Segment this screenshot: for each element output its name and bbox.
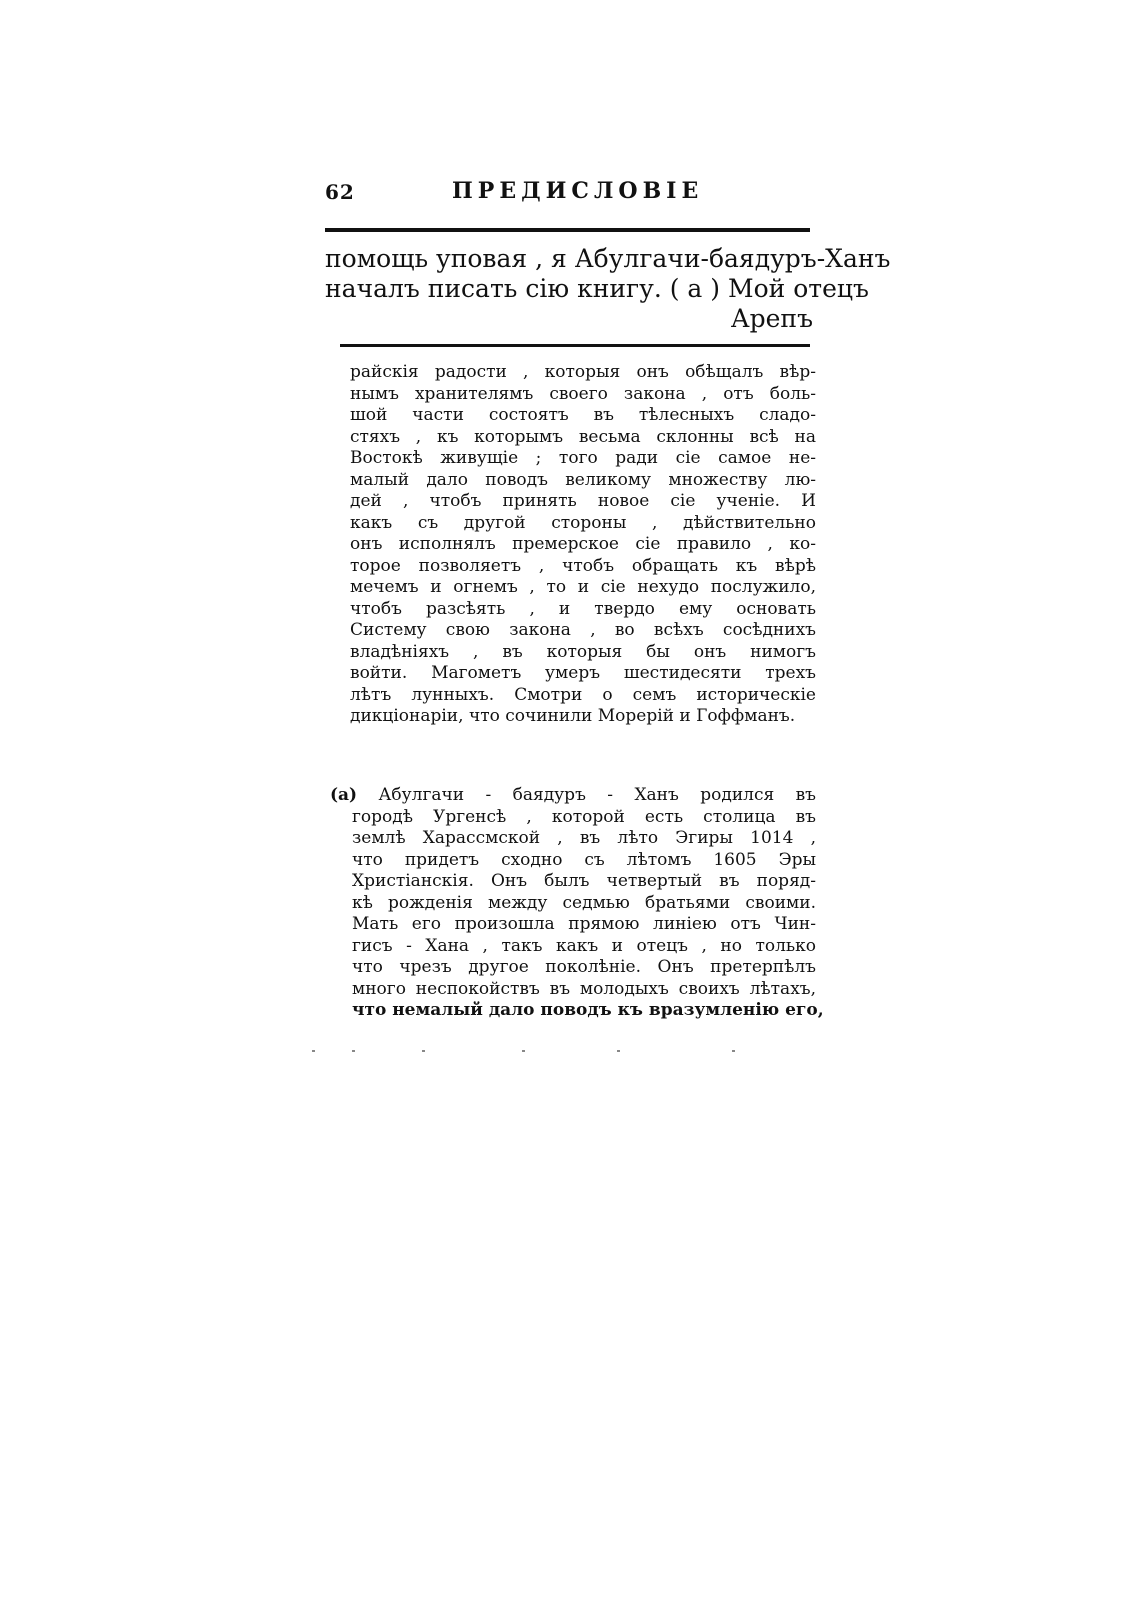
- footnote-line: что чрезъ другое поколѣнiе. Онъ претерпѣлъ: [352, 957, 816, 977]
- page-number: 62: [325, 180, 355, 204]
- footnote-line: райскiя радости , которыя онъ обѣщалъ вѣр-: [350, 362, 816, 382]
- footnote-line: много неспокойствъ въ молодыхъ своихъ лѣтахъ,: [352, 978, 816, 999]
- running-head: ПРЕДИСЛОВIЕ: [452, 178, 704, 204]
- footnote-line: войти. Магометъ умеръ шестидесяти трехъ: [350, 663, 816, 683]
- footnote-line: торое позволяетъ , чтобъ обращать къ вѣрѣ: [350, 555, 816, 576]
- footnote-line: Систему свою закона , во всѣхъ сосѣднихъ: [350, 620, 816, 640]
- footnote-line: городѣ Ургенсѣ , которой есть столица въ: [352, 806, 816, 827]
- footnote-line: онъ исполнялъ премерское сiе правило , ко-: [350, 534, 816, 554]
- footnote-line: чтобъ разсѣять , и твердо ему основать: [350, 598, 816, 619]
- footnote-line: лѣтъ лунныхъ. Смотри о семъ историческiе: [350, 684, 816, 705]
- footnote-line: мечемъ и огнемъ , то и сiе нехудо послужило,: [350, 577, 816, 597]
- footnote-line: землѣ Харассмской , въ лѣто Эгиры 1014 ,: [352, 828, 816, 848]
- footnote-line: нымъ хранителямъ своего закона , отъ боль-: [350, 383, 816, 404]
- main-text: [325, 244, 891, 334]
- footnote-line: какъ съ другой стороны , дѣйствительно: [350, 512, 816, 533]
- footnote-line: Востокѣ живущiе ; того ради сiе самое не-: [350, 448, 816, 468]
- footnote-line: гисъ - Хана , такъ какъ и отецъ , но только: [352, 935, 816, 956]
- footnote-line: дей , чтобъ принять новое сiе ученiе. И: [350, 491, 816, 511]
- footnote-line: что придетъ сходно съ лѣтомъ 1605 Эры: [352, 849, 816, 870]
- footnote-line: Мать его произошла прямою линiею отъ Чин-: [352, 914, 816, 934]
- footnote-line: владѣнiяхъ , въ которыя бы онъ нимогъ: [350, 641, 816, 662]
- main-text-line: началъ писать сiю книгу. ( a ) Мой отецъ: [325, 274, 869, 303]
- footnote-rule: [340, 344, 810, 347]
- footnote-continued: [350, 362, 816, 728]
- catchword: Арепъ: [730, 304, 813, 333]
- page-header: [325, 176, 815, 216]
- speck: [422, 1050, 425, 1052]
- footnote-line: стяхъ , къ которымъ весьма склонны всѣ на: [350, 426, 816, 447]
- footnote-line: [330, 785, 816, 807]
- footnote-line: малый дало поводъ великому множеству лю-: [350, 469, 816, 490]
- main-text-line: помощь уповая , я Абулгачи-баядуръ-Ханъ: [325, 244, 891, 273]
- speck: [732, 1050, 735, 1052]
- speck: [617, 1050, 620, 1052]
- footnote-marker: (a): [330, 785, 358, 805]
- speck: [312, 1050, 315, 1052]
- speck: [522, 1050, 525, 1052]
- footnote-line: дикцiонарiи, что сочинили Морерiй и Гоффманъ.: [350, 706, 796, 726]
- footnote-line: кѣ рожденiя между седмью братьями своими.: [352, 892, 816, 913]
- page-bottom-specks: [312, 1050, 812, 1056]
- speck: [352, 1050, 355, 1052]
- footnote-line: Христiанскiя. Онъ былъ четвертый въ поряд-: [352, 871, 816, 891]
- header-rule: [325, 228, 810, 232]
- footnote-line: шой части состоятъ въ тѣлесныхъ сладо-: [350, 405, 816, 425]
- footnote-a: [330, 785, 824, 1022]
- footnote-line-text: Абулгачи - баядуръ - Ханъ родился въ: [378, 785, 816, 805]
- footnote-line: что немалый дало поводъ къ вразумленiю его,: [352, 1000, 824, 1020]
